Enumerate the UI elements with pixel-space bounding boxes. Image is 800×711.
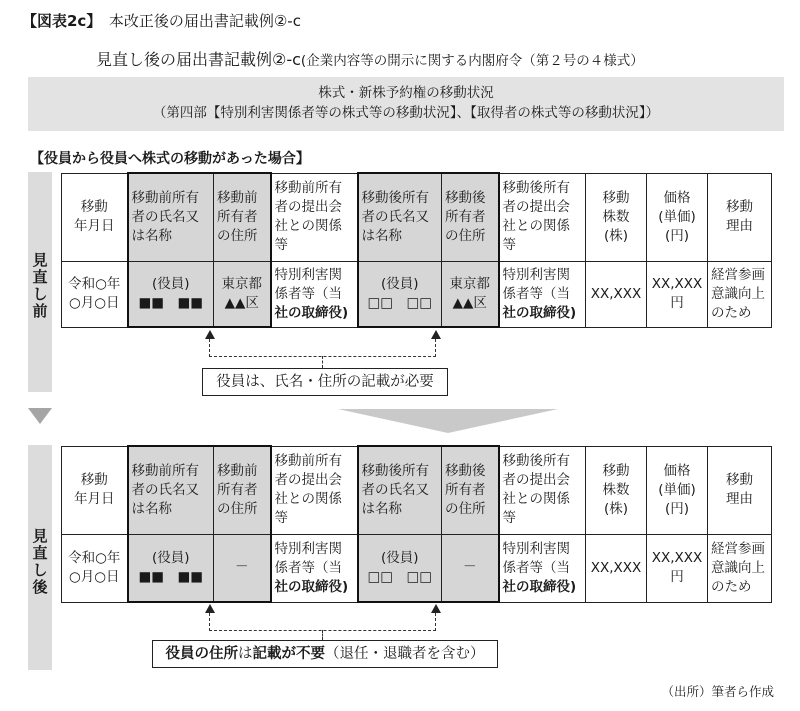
cell-to-relation: 特別利害関 係者等（当 社の取締役) [499,534,586,602]
header-from-name: 移動前所有者の氏名又は名称 [128,173,214,261]
connector-line [209,339,210,357]
header-to-address: 移動後所有者の住所 [442,446,499,534]
banner-title: 株式・新株予約権の移動状況 [318,85,494,101]
connector-line [209,613,210,631]
cell-from-address: 東京都 ▲▲区 [214,261,271,327]
table-row [62,534,772,602]
header-date: 移動 年月日 [62,173,128,261]
transition-arrow-icon [338,409,558,433]
cell-to-name: (役員) □□ □□ [358,534,442,602]
cell-from-relation: 特別利害関 係者等（当 社の取締役) [271,534,358,602]
cell-from-address: － [214,534,271,602]
cell-shares: XX,XXX [586,261,647,327]
cell-to-address: － [442,534,499,602]
cell-reason: 経営参画 意識向上 のため [708,261,772,327]
header-reason: 移動 理由 [708,446,772,534]
cell-to-name: (役員) □□ □□ [358,261,442,327]
header-to-name: 移動後所有者の氏名又は名称 [358,446,442,534]
header-reason: 移動 理由 [708,173,772,261]
cell-shares: XX,XXX [586,534,647,602]
arrow-up-icon [205,604,215,613]
banner-subtitle: （第四部【特別利害関係者等の株式等の移動状況】、【取得者の株式等の移動状況】） [152,105,660,121]
header-from-address: 移動前所有者の住所 [214,173,271,261]
down-arrow-icon [28,408,52,424]
table-before [61,172,772,328]
after-side-label: 見 直 し 後 [32,527,48,596]
header-to-name: 移動後所有者の氏名又は名称 [358,173,442,261]
cell-to-relation: 特別利害関 係者等（当 社の取締役) [499,261,586,327]
cell-from-relation: 特別利害関 係者等（当 社の取締役) [271,261,358,327]
header-from-address: 移動前所有者の住所 [214,446,271,534]
connector-line [435,613,436,631]
connector-line [322,356,323,368]
table-row [62,261,772,327]
header-from-name: 移動前所有者の氏名又は名称 [128,446,214,534]
connector-line [322,630,323,640]
arrow-up-icon [431,604,441,613]
figure-title-text: 本改正後の届出書記載例②-c [108,12,301,30]
section-banner [28,77,784,131]
figure-label: 【図表2c】 [22,12,94,30]
header-price: 価格 (単価) (円) [647,173,708,261]
cell-reason: 経営参画 意識向上 のため [708,534,772,602]
cell-price: XX,XXX 円 [647,534,708,602]
header-to-address: 移動後所有者の住所 [442,173,499,261]
cell-date: 令和○年 ○月○日 [62,261,128,327]
cell-to-address: 東京都 ▲▲区 [442,261,499,327]
table-after [61,445,772,603]
subheading-note: (企業内容等の開示に関する内閣府令（第２号の４様式） [300,53,644,69]
header-from-relation: 移動前所有者の提出会社との関係等 [271,173,358,261]
subheading [96,47,644,70]
header-from-relation: 移動前所有者の提出会社との関係等 [271,446,358,534]
callout-after: 役員の住所は記載が不要（退任・退職者を含む） [152,640,498,668]
case-heading: 【役員から役員へ株式の移動があった場合】 [30,151,310,167]
header-shares: 移動 株数 (株) [586,173,647,261]
header-row [62,173,772,261]
connector-line [435,339,436,357]
header-row [62,446,772,534]
before-side-label: 見 直 し 前 [32,251,48,320]
cell-price: XX,XXX 円 [647,261,708,327]
callout-before: 役員は、氏名・住所の記載が必要 [202,368,448,396]
header-date: 移動 年月日 [62,446,128,534]
figure-title [22,10,301,31]
subheading-main: 見直し後の届出書記載例②-c [96,50,301,69]
header-price: 価格 (単価) (円) [647,446,708,534]
cell-from-name: (役員) ■■ ■■ [128,261,214,327]
cell-from-name: (役員) ■■ ■■ [128,534,214,602]
header-to-relation: 移動後所有者の提出会社との関係等 [499,173,586,261]
arrow-up-icon [431,330,441,339]
header-to-relation: 移動後所有者の提出会社との関係等 [499,446,586,534]
cell-date: 令和○年 ○月○日 [62,534,128,602]
source-note: （出所）筆者ら作成 [661,684,774,699]
header-shares: 移動 株数 (株) [586,446,647,534]
arrow-up-icon [205,330,215,339]
